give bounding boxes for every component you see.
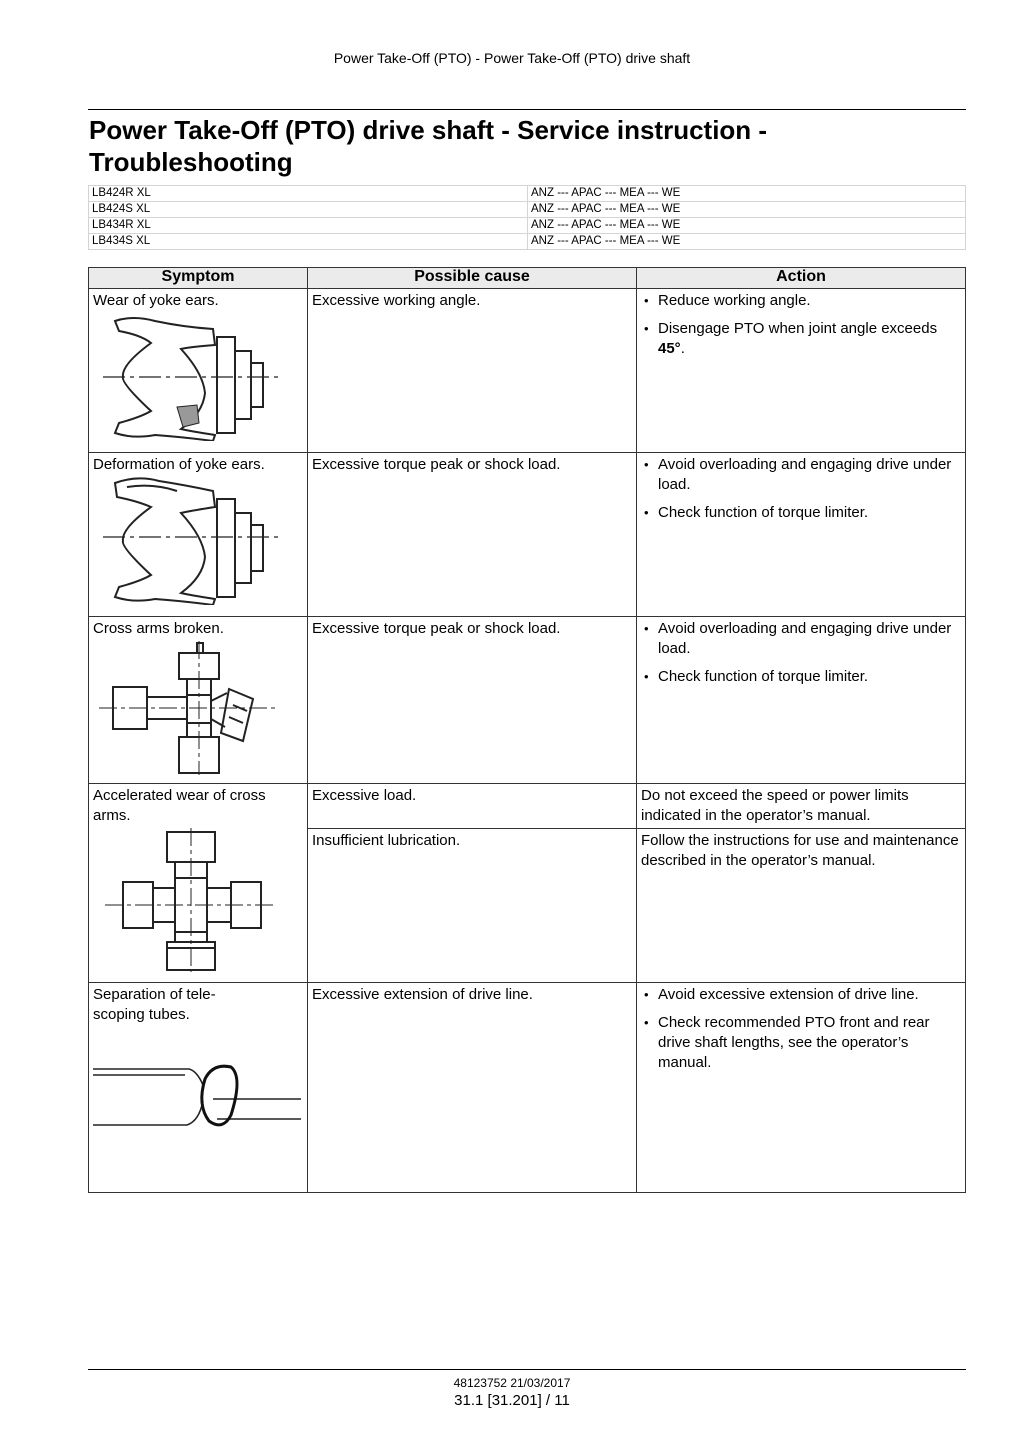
yoke-wear-illustration xyxy=(93,313,293,441)
action-list xyxy=(641,985,961,1073)
symptom-text: Wear of yoke ears. xyxy=(93,292,219,309)
table-row xyxy=(89,784,966,829)
model-regions: ANZ --- APAC --- MEA --- WE xyxy=(528,202,966,218)
symptom-cell xyxy=(89,289,308,453)
action-cell: Do not exceed the speed or power limits indicated in the operator’s manual. xyxy=(637,784,966,829)
model-name: LB434R XL xyxy=(89,218,528,234)
model-row xyxy=(89,202,966,218)
model-regions: ANZ --- APAC --- MEA --- WE xyxy=(528,218,966,234)
model-row xyxy=(89,218,966,234)
header-symptom: Symptom xyxy=(89,268,308,289)
cause-cell: Excessive load. xyxy=(308,784,637,829)
cause-cell: Excessive torque peak or shock load. xyxy=(308,453,637,617)
model-name: LB424S XL xyxy=(89,202,528,218)
symptom-text: Deformation of yoke ears. xyxy=(93,456,265,473)
troubleshooting-table xyxy=(88,267,966,1193)
action-list xyxy=(641,619,961,687)
top-rule xyxy=(88,109,966,110)
action-item: • Avoid overloading and engaging drive under load. xyxy=(641,455,961,495)
model-regions: ANZ --- APAC --- MEA --- WE xyxy=(528,234,966,250)
action-item: • Check function of torque limiter. xyxy=(641,667,961,687)
cross-broken-illustration xyxy=(93,641,293,775)
symptom-text: Accelerated wear of cross arms. xyxy=(93,787,266,824)
action-cell xyxy=(637,289,966,453)
symptom-cell xyxy=(89,784,308,983)
cause-cell: Insufficient lubrication. xyxy=(308,829,637,983)
symptom-text: Cross arms broken. xyxy=(93,620,224,637)
action-cell xyxy=(637,617,966,784)
action-item: • Avoid excessive extension of drive line. xyxy=(641,985,961,1005)
model-name: LB434S XL xyxy=(89,234,528,250)
symptom-cell xyxy=(89,453,308,617)
action-text: Disengage PTO when joint angle exceeds xyxy=(658,320,938,337)
table-row xyxy=(89,617,966,784)
model-row xyxy=(89,186,966,202)
yoke-deformation-illustration xyxy=(93,477,293,605)
cause-cell: Excessive extension of drive line. xyxy=(308,983,637,1193)
table-header-row xyxy=(89,268,966,289)
action-item: • Avoid overloading and engaging drive under load. xyxy=(641,619,961,659)
action-text-end: . xyxy=(680,340,685,357)
action-cell: Follow the instructions for use and maintenance described in the operator’s manual. xyxy=(637,829,966,983)
header-action: Action xyxy=(637,268,966,289)
page-number: 31.1 [31.201] / 11 xyxy=(454,1392,570,1409)
model-regions: ANZ --- APAC --- MEA --- WE xyxy=(528,186,966,202)
model-applicability-table xyxy=(88,185,966,250)
model-row xyxy=(89,234,966,250)
bottom-rule xyxy=(88,1369,966,1370)
running-header: Power Take-Off (PTO) - Power Take-Off (PTO) drive shaft xyxy=(333,50,691,66)
action-item: • Check recommended PTO front and rear drive shaft lengths, see the operator’s manual. xyxy=(641,1013,961,1073)
symptom-text: Separation of tele-scoping tubes. xyxy=(93,986,216,1023)
header-cause: Possible cause xyxy=(308,268,637,289)
document-code: 48123752 21/03/2017 xyxy=(453,1376,571,1390)
action-item: • Check function of torque limiter. xyxy=(641,503,961,523)
table-row xyxy=(89,983,966,1193)
action-list xyxy=(641,455,961,523)
symptom-cell xyxy=(89,617,308,784)
symptom-cell xyxy=(89,983,308,1193)
action-cell xyxy=(637,453,966,617)
telescoping-tubes-illustration xyxy=(93,1027,305,1137)
action-list xyxy=(641,291,961,359)
table-row xyxy=(89,453,966,617)
action-cell xyxy=(637,983,966,1193)
cause-cell: Excessive torque peak or shock load. xyxy=(308,617,637,784)
action-item: • Reduce working angle. xyxy=(641,291,961,311)
angle-value: 45° xyxy=(658,340,681,357)
page-title: Power Take-Off (PTO) drive shaft - Service instruction - Troubleshooting xyxy=(89,115,768,177)
table-row xyxy=(89,289,966,453)
cross-wear-illustration xyxy=(93,828,293,972)
cause-cell: Excessive working angle. xyxy=(308,289,637,453)
action-item xyxy=(641,319,961,359)
model-name: LB424R XL xyxy=(89,186,528,202)
